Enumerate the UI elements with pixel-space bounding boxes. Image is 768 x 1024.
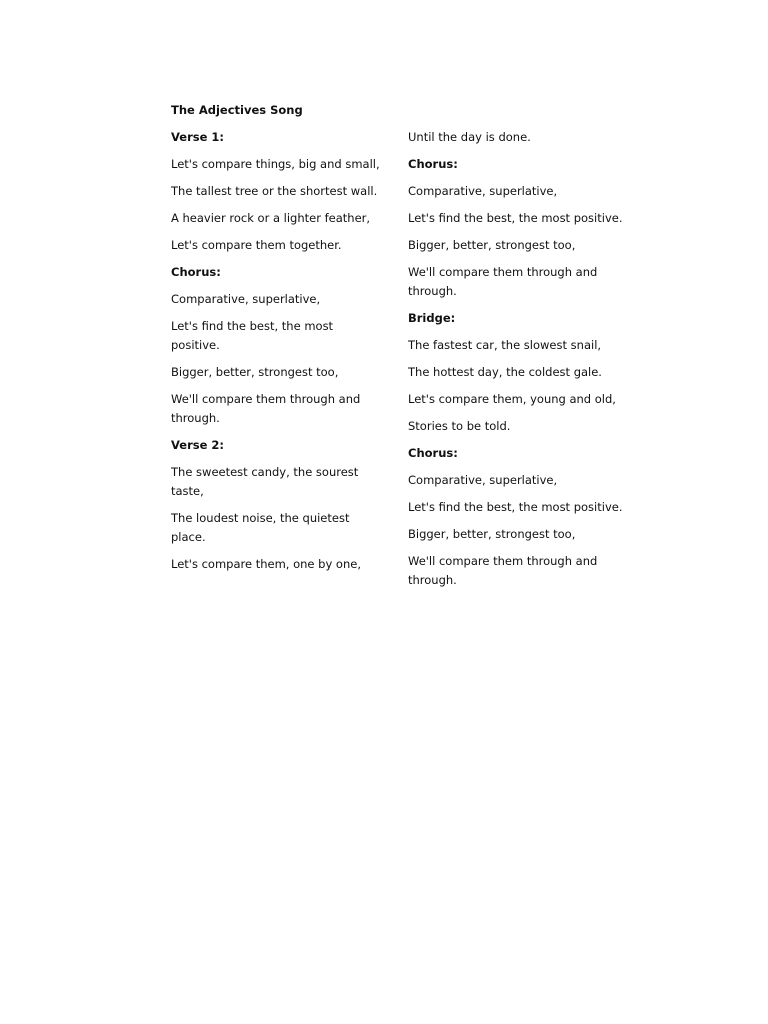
lyric-line: Bigger, better, strongest too, xyxy=(408,527,576,541)
lyric-line: Let's find the best, the most positive. xyxy=(408,500,623,514)
section-heading: Chorus: xyxy=(408,446,458,460)
lyric-line: Let's compare them, young and old, xyxy=(408,392,616,406)
section-heading: Verse 2: xyxy=(171,438,224,452)
lyric-line: We'll compare them through and through. xyxy=(408,265,598,298)
section-heading: Verse 1: xyxy=(171,130,224,144)
lyric-line: A heavier rock or a lighter feather, xyxy=(171,211,371,225)
section-heading: Chorus: xyxy=(171,265,221,279)
lyric-line: Let's compare them, one by one, xyxy=(171,557,361,571)
lyric-line: Comparative, superlative, xyxy=(171,292,321,306)
lyric-line: Let's compare them together. xyxy=(171,238,342,252)
section-heading: Chorus: xyxy=(408,157,458,171)
lyric-line: Comparative, superlative, xyxy=(408,473,558,487)
section-heading: Bridge: xyxy=(408,311,456,325)
lyric-line: Let's compare things, big and small, xyxy=(171,157,380,171)
lyric-line: Comparative, superlative, xyxy=(408,184,558,198)
left-column xyxy=(171,101,381,582)
lyric-line: We'll compare them through and through. xyxy=(408,554,598,587)
lyric-line: The tallest tree or the shortest wall. xyxy=(171,184,378,198)
right-column xyxy=(408,128,623,598)
lyric-line: Let's find the best, the most positive. xyxy=(171,319,334,352)
lyric-line: The hottest day, the coldest gale. xyxy=(408,365,602,379)
lyric-line: Until the day is done. xyxy=(408,130,531,144)
lyric-line: The sweetest candy, the sourest taste, xyxy=(171,465,359,498)
document-title: The Adjectives Song xyxy=(171,103,303,117)
lyric-line: Bigger, better, strongest too, xyxy=(408,238,576,252)
lyric-line: Stories to be told. xyxy=(408,419,511,433)
lyric-line: The loudest noise, the quietest place. xyxy=(171,511,350,544)
right-lyrics xyxy=(408,128,623,590)
left-lyrics xyxy=(171,128,381,574)
lyric-line: We'll compare them through and through. xyxy=(171,392,361,425)
lyric-line: Bigger, better, strongest too, xyxy=(171,365,339,379)
lyric-line: Let's find the best, the most positive. xyxy=(408,211,623,225)
lyric-line: The fastest car, the slowest snail, xyxy=(408,338,602,352)
